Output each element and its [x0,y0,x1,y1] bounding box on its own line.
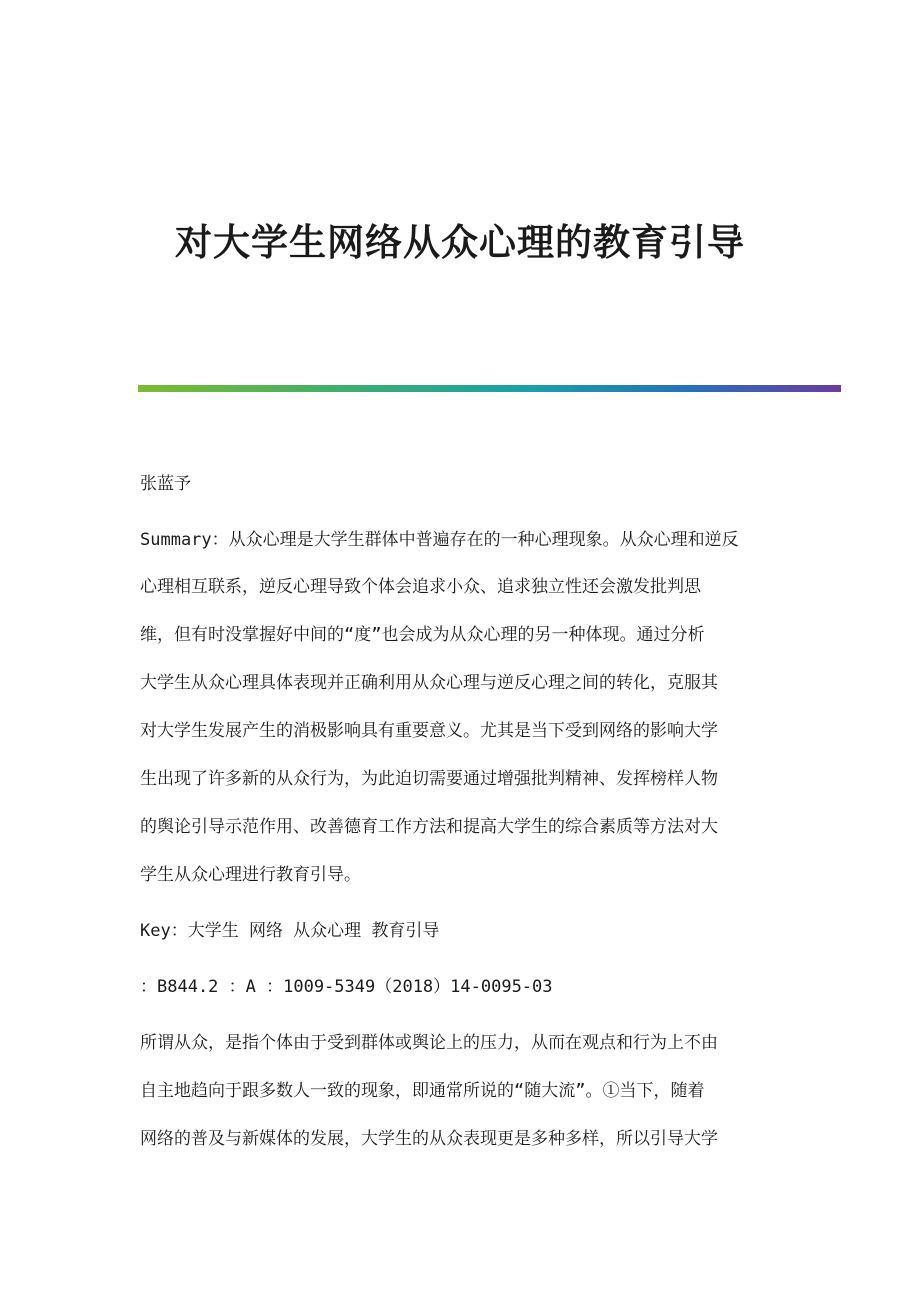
summary-line: Summary：从众心理是大学生群体中普遍存在的一种心理现象。从众心理和逆反 [140,530,739,550]
divider-bar [138,385,841,392]
body-line: 自主地趋向于跟多数人一致的现象，即通常所说的“随大流”。①当下，随着 [140,1081,705,1101]
summary-line: 学生从众心理进行教育引导。 [140,865,361,885]
summary-line: 对大学生发展产生的消极影响具有重要意义。尤其是当下受到网络的影响大学 [140,721,718,741]
summary-line: 大学生从众心理具体表现并正确利用从众心理与逆反心理之间的转化，克服其 [140,673,718,693]
summary-line: 的舆论引导示范作用、改善德育工作方法和提高大学生的综合素质等方法对大 [140,817,718,837]
body-line: 所谓从众，是指个体由于受到群体或舆论上的压力，从而在观点和行为上不由 [140,1033,718,1053]
summary-line: 生出现了许多新的从众行为，为此迫切需要通过增强批判精神、发挥榜样人物 [140,769,718,789]
document-title: 对大学生网络从众心理的教育引导 [175,220,745,264]
summary-line: 维，但有时没掌握好中间的“度”也会成为从众心理的另一种体现。通过分析 [140,625,705,645]
body-line: 网络的普及与新媒体的发展，大学生的从众表现更是多种多样，所以引导大学 [140,1129,718,1149]
summary-line: 心理相互联系，逆反心理导致个体会追求小众、追求独立性还会激发批判思 [140,577,701,597]
keywords-line: Key：大学生 网络 从众心理 教育引导 [140,921,440,941]
author-name: 张蓝予 [140,474,191,494]
classification-line: ：B844.2 ：A ：1009-5349（2018）14-0095-03 [140,977,553,997]
title-divider [138,385,841,392]
